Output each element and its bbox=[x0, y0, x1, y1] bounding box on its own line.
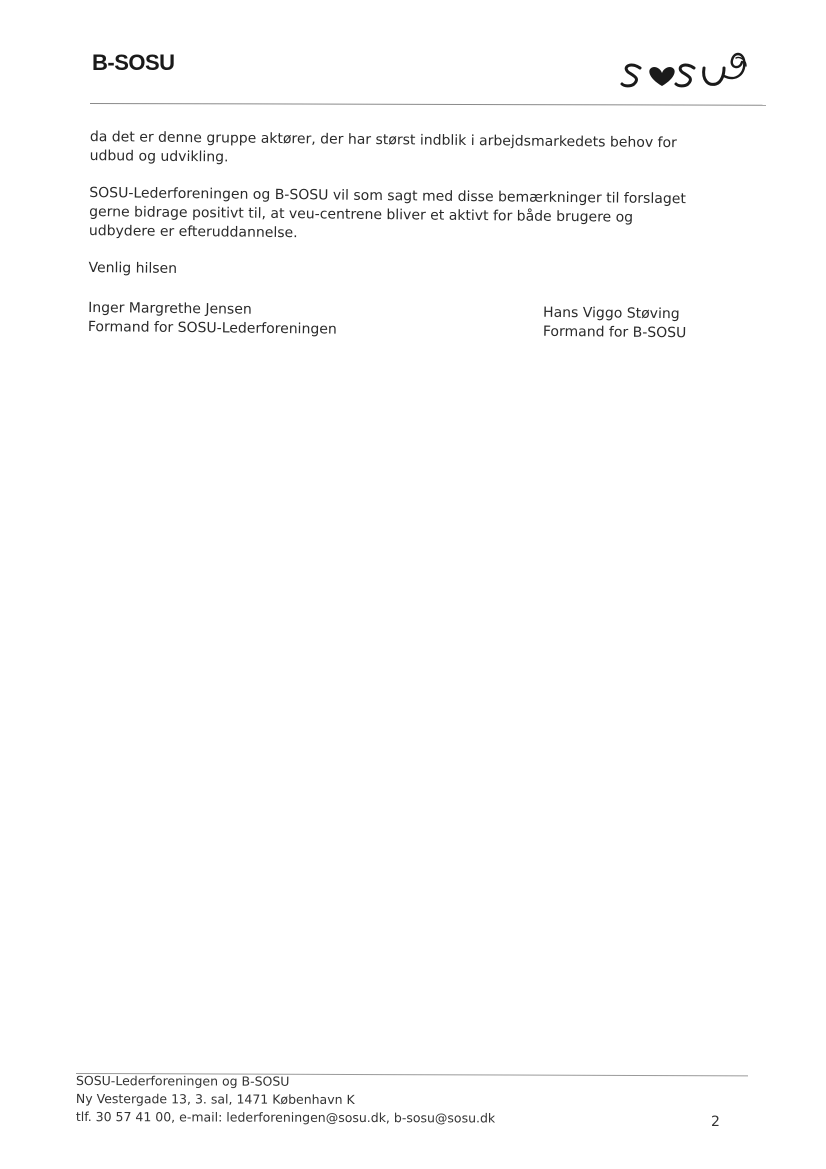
header-divider bbox=[90, 103, 766, 106]
letter-body bbox=[88, 128, 770, 346]
sosu-logo-icon bbox=[618, 46, 778, 94]
brand-name: B-SOSU bbox=[92, 50, 175, 75]
page-number: 2 bbox=[711, 1114, 720, 1130]
paragraph: da det er denne gruppe aktører, der har størst indblik i arbejdsmarkedets behov for udbud og udvikling. bbox=[89, 128, 677, 166]
closing-salutation: Venlig hilsen bbox=[88, 259, 178, 277]
paragraph: SOSU-Lederforeningen og B-SOSU vil som sagt med disse bemærkninger til forslaget gerne bidrage positivt til, at veu-centrene bliver et aktivt for både brugere og udbydere er efteruddannelse. bbox=[88, 184, 686, 242]
signature-block bbox=[88, 299, 768, 346]
footer-address: Ny Vestergade 13, 3. sal, 1471 København K bbox=[75, 1090, 355, 1107]
signature-left: Inger Margrethe Jensen Formand for SOSU-Lederforeningen bbox=[87, 299, 337, 338]
footer bbox=[76, 1072, 756, 1128]
footer-contact: tlf. 30 57 41 00, e-mail: lederforeningen@sosu.dk, b-sosu@sosu.dk bbox=[75, 1108, 496, 1126]
signature-right: Hans Viggo Støving Formand for B-SOSU bbox=[542, 304, 687, 342]
footer-organization: SOSU-Lederforeningen og B-SOSU bbox=[75, 1073, 290, 1089]
